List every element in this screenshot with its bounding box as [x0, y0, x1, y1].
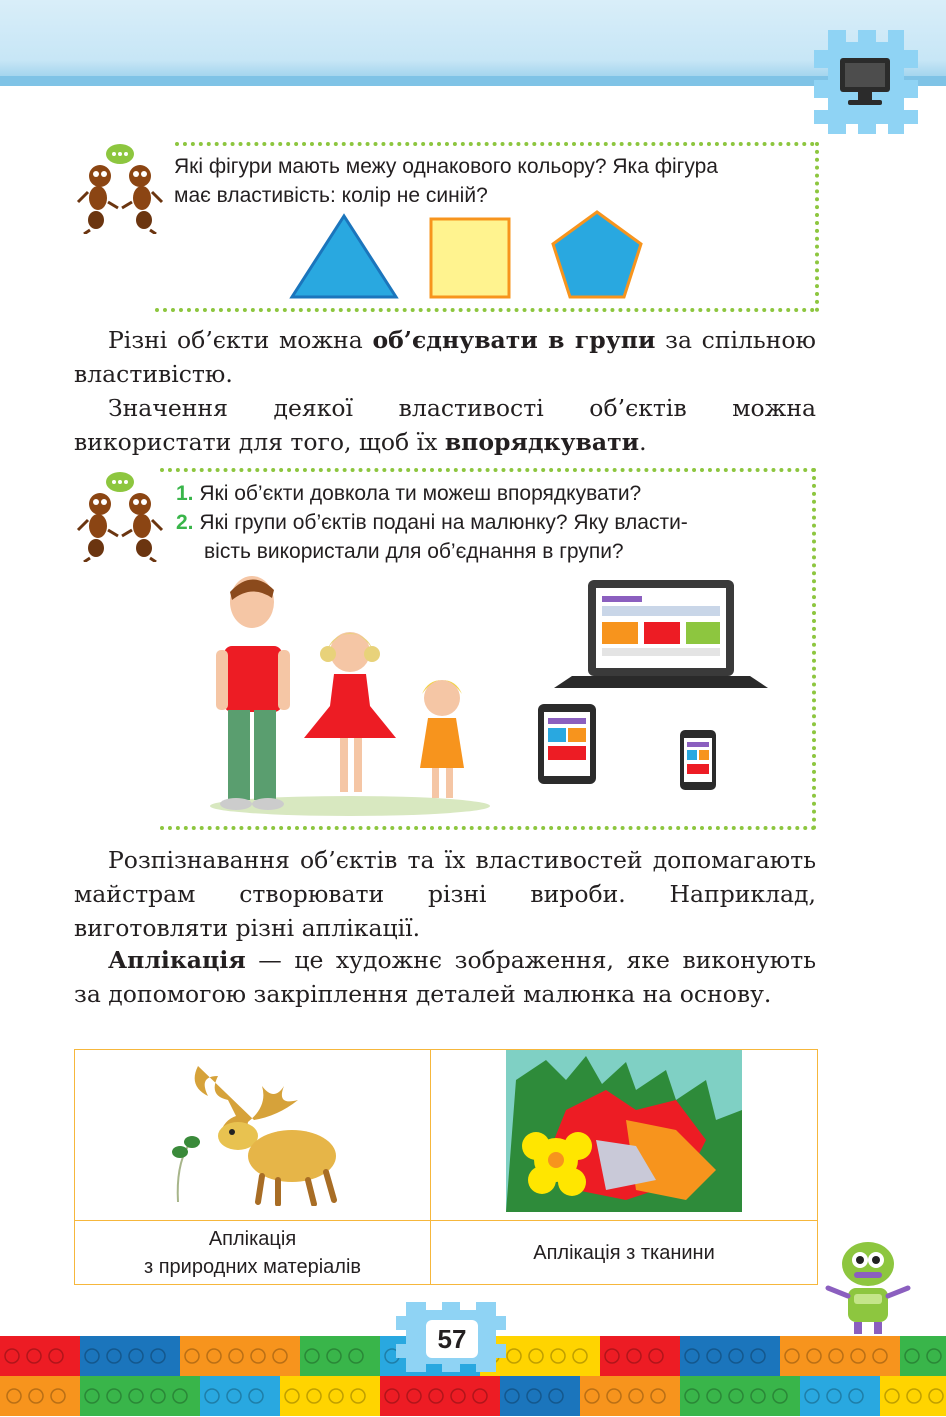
lego-stud [151, 1349, 165, 1363]
applique-table [74, 1049, 818, 1285]
lego-stud [273, 1349, 287, 1363]
lego-stud [929, 1389, 943, 1403]
lego-stud [651, 1389, 665, 1403]
lego-stud [827, 1389, 841, 1403]
monitor-icon [810, 30, 918, 134]
lego-stud [685, 1389, 699, 1403]
paragraph-ordering: Значення деякої властивості об’єктів можна використати для того, щоб їх впорядкувати. [74, 394, 816, 456]
lego-stud [649, 1349, 663, 1363]
lego-stud [707, 1389, 721, 1403]
ants-speech-icon [74, 142, 166, 234]
caption-left-line-1: Аплікація [208, 1227, 297, 1250]
lego-stud [785, 1349, 799, 1363]
lego-stud [829, 1349, 843, 1363]
question-box-2-top [160, 468, 816, 472]
caption-fabric: Аплікація з тканини [431, 1221, 818, 1285]
lego-stud [107, 1389, 121, 1403]
lego-stud [27, 1349, 41, 1363]
lego-stud [285, 1389, 299, 1403]
lego-stud [549, 1389, 563, 1403]
lego-stud [229, 1349, 243, 1363]
lego-stud [505, 1389, 519, 1403]
lego-stud [85, 1389, 99, 1403]
lego-stud [327, 1349, 341, 1363]
lego-stud [807, 1349, 821, 1363]
paragraph-recognition: Розпізнавання об’єктів та їх властивостей допомагають майстрам створювати різні вироби. Наприклад, виготовляти різні аплікації. [74, 846, 816, 942]
lego-stud [205, 1389, 219, 1403]
blue-triangle [288, 212, 400, 300]
lego-stud [507, 1349, 521, 1363]
lego-stud [173, 1389, 187, 1403]
lego-stud [851, 1349, 865, 1363]
page-number: 57 [426, 1320, 478, 1358]
lego-stud [227, 1389, 241, 1403]
lego-stud [927, 1349, 941, 1363]
lego-stud [307, 1389, 321, 1403]
lego-stud [751, 1349, 765, 1363]
lego-stud [351, 1389, 365, 1403]
lego-stud [129, 1389, 143, 1403]
lego-stud [805, 1389, 819, 1403]
lego-stud [207, 1349, 221, 1363]
devices-illustration [532, 576, 770, 796]
lego-stud [729, 1349, 743, 1363]
ants-speech-icon [74, 470, 166, 562]
lego-stud [527, 1389, 541, 1403]
moose-leaf-applique-image [158, 1056, 348, 1206]
lego-stud [5, 1349, 19, 1363]
lego-stud [249, 1389, 263, 1403]
lego-stud [385, 1389, 399, 1403]
lego-stud [429, 1389, 443, 1403]
top-band [0, 0, 946, 86]
lego-stud [185, 1349, 199, 1363]
question-box-2-bottom [160, 826, 816, 830]
fabric-applique-cell [431, 1050, 818, 1221]
lego-stud [849, 1389, 863, 1403]
natural-applique-cell [75, 1050, 431, 1221]
lego-stud [129, 1349, 143, 1363]
question-1-line-2: має властивість: колір не синій? [174, 184, 488, 207]
lego-stud [107, 1349, 121, 1363]
paragraph-applique-definition: Аплікація — це художнє зображення, яке виконують за допомогою закріплення деталей малюнка на основу. [74, 946, 816, 1008]
caption-left-line-2: з природних матеріалів [143, 1255, 362, 1278]
lego-stud [907, 1389, 921, 1403]
lego-stud [85, 1349, 99, 1363]
lego-stud [607, 1389, 621, 1403]
lego-stud [529, 1349, 543, 1363]
paragraph-grouping: Різні об’єкти можна об’єднувати в групи за спільною властивістю. [74, 326, 816, 388]
lego-stud [7, 1389, 21, 1403]
question-1-line-1: Які фігури мають межу однакового кольору? Яка фігура [174, 155, 718, 178]
blue-pentagon [548, 208, 646, 302]
lego-stud [51, 1389, 65, 1403]
lego-stud [49, 1349, 63, 1363]
lego-stud [305, 1349, 319, 1363]
caption-natural-materials [75, 1221, 431, 1285]
lego-stud [473, 1389, 487, 1403]
lego-stud [773, 1389, 787, 1403]
lego-stud [329, 1389, 343, 1403]
robot-icon [818, 1236, 918, 1336]
fabric-leaves-applique-image [506, 1050, 742, 1212]
question-2-item-1: 1. Які об’єкти довкола ти можеш впорядкувати? [176, 482, 642, 505]
lego-stud [685, 1349, 699, 1363]
question-box-2-right [812, 468, 816, 830]
lego-stud [627, 1349, 641, 1363]
lego-stud [873, 1349, 887, 1363]
lego-stud [885, 1389, 899, 1403]
lego-stud [751, 1389, 765, 1403]
lego-stud [407, 1389, 421, 1403]
question-2-item-2: 2. Які групи об’єктів подані на малюнку? Яку власти- [176, 511, 688, 534]
lego-stud [605, 1349, 619, 1363]
yellow-square [428, 216, 512, 300]
question-2-item-2-cont: вість використали для об’єднання в групи? [204, 540, 624, 563]
lego-stud [729, 1389, 743, 1403]
lego-stud [551, 1349, 565, 1363]
lego-stud [451, 1389, 465, 1403]
lego-stud [251, 1349, 265, 1363]
lego-stud [29, 1389, 43, 1403]
lego-stud [629, 1389, 643, 1403]
lego-stud [349, 1349, 363, 1363]
lego-stud [585, 1389, 599, 1403]
lego-stud [905, 1349, 919, 1363]
lego-stud [707, 1349, 721, 1363]
lego-stud [151, 1389, 165, 1403]
people-illustration [200, 574, 500, 818]
lego-stud [573, 1349, 587, 1363]
